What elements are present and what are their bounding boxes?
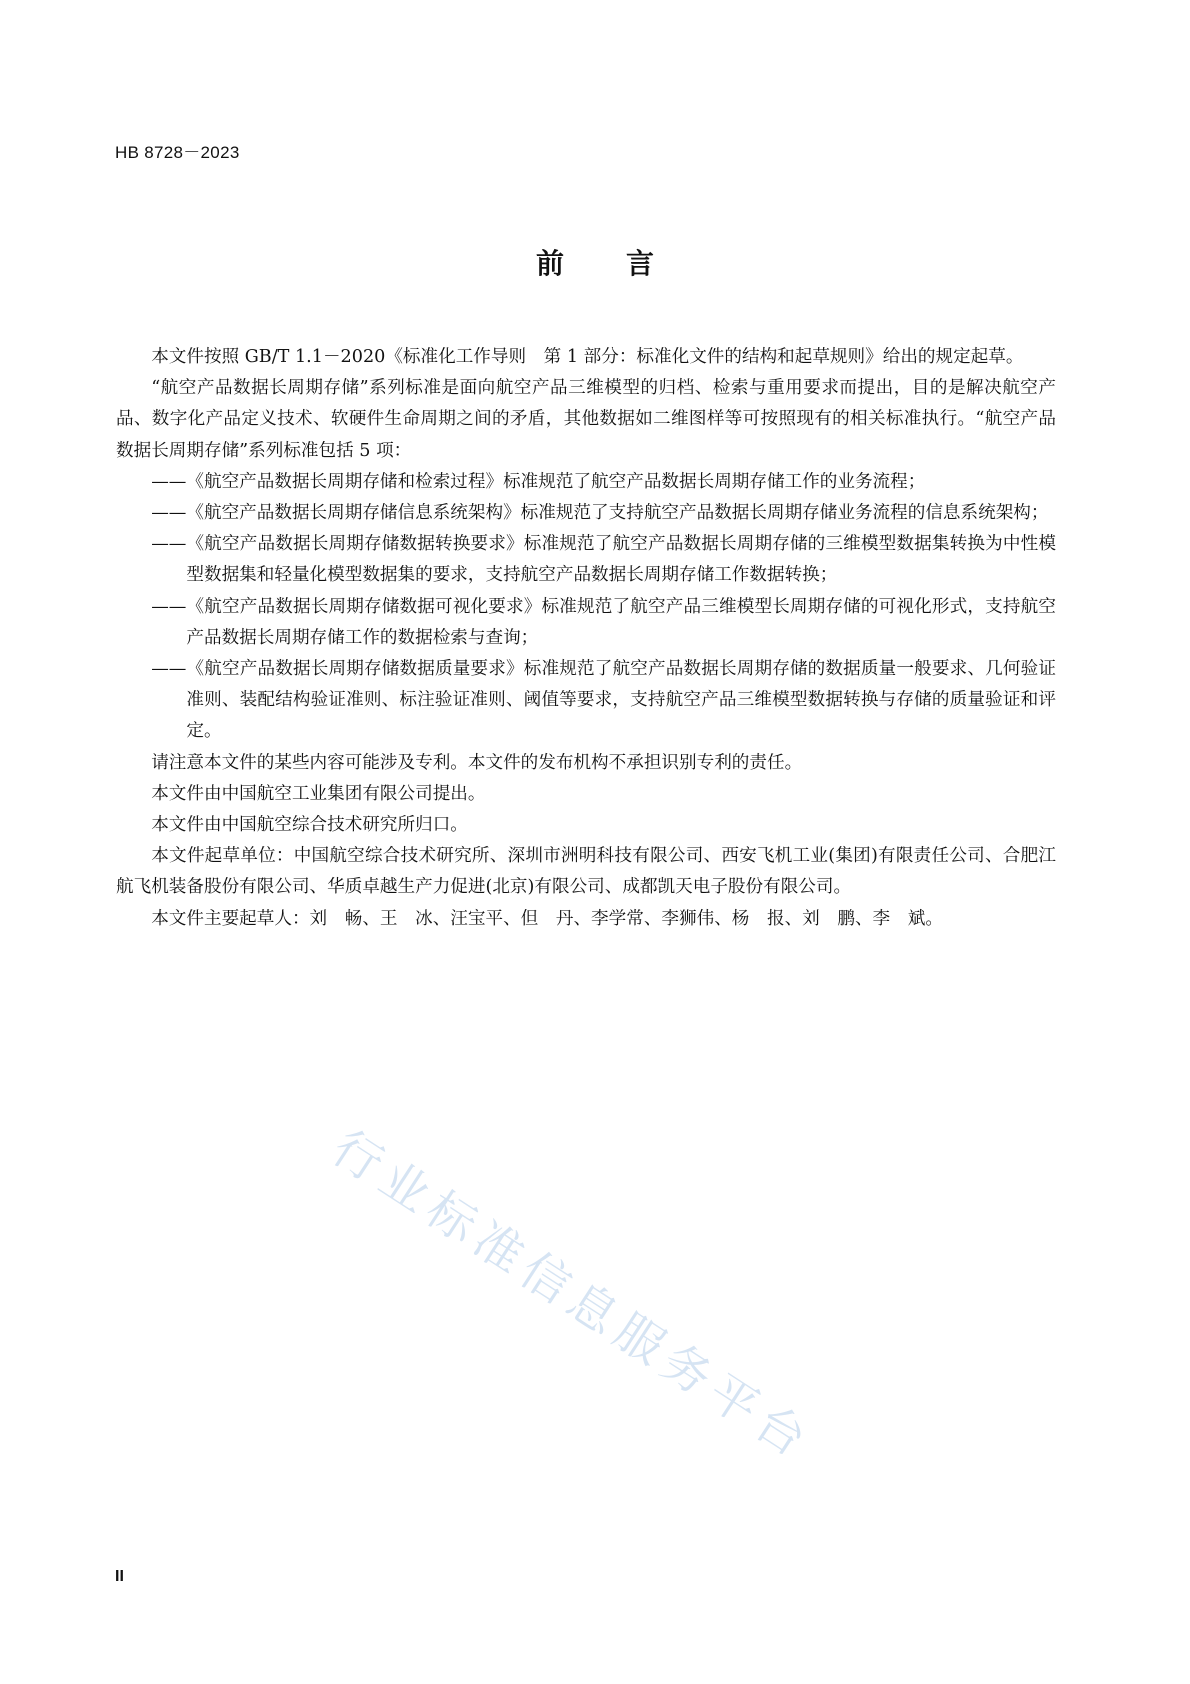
paragraph-proposer: 本文件由中国航空工业集团有限公司提出。 [151, 783, 486, 804]
page-number: II [115, 1568, 124, 1585]
paragraph-administrator: 本文件由中国航空综合技术研究所归口。 [151, 815, 468, 836]
page-title: 前言 [535, 247, 716, 280]
watermark: 行业标准信息服务平台 [322, 1119, 823, 1472]
list-item-visualization: ——《航空产品数据长周期存储数据可视化要求》标准规范了航空产品三维模型长周期存储的可视化形式，支持航空产品数据长周期存储工作的数据检索与查询； [151, 596, 1056, 648]
paragraph-drafting-rules: 本文件按照 GB/T 1.1－2020《标准化工作导则 第 1 部分：标准化文件的结构和起草规则》给出的规定起草。 [151, 347, 1024, 367]
document-code: HB 8728－2023 [115, 143, 240, 162]
paragraph-patent-notice: 请注意本文件的某些内容可能涉及专利。本文件的发布机构不承担识别专利的责任。 [151, 752, 803, 773]
list-item-storage-retrieval: ——《航空产品数据长周期存储和检索过程》标准规范了航空产品数据长周期存储工作的业务流程； [151, 471, 926, 492]
paragraph-drafting-units: 本文件起草单位：中国航空综合技术研究所、深圳市洲明科技有限公司、西安飞机工业(集团)有限责任公司、合肥江航飞机装备股份有限公司、华质卓越生产力促进(北京)有限公司、成都凯天电子股份有限公司。 [116, 846, 1056, 898]
list-item-data-quality: ——《航空产品数据长周期存储数据质量要求》标准规范了航空产品数据长周期存储的数据质量一般要求、几何验证准则、装配结构验证准则、标注验证准则、阈值等要求，支持航空产品三维模型数据转换与存储的质量验证和评定。 [151, 659, 1056, 742]
paragraph-series-intro: “航空产品数据长周期存储”系列标准是面向航空产品三维模型的归档、检索与重用要求而提出，目的是解决航空产品、数字化产品定义技术、软硬件生命周期之间的矛盾，其他数据如二维图样等可按照现有的相关标准执行。“航空产品数据长周期存储”系列标准包括 5 项： [116, 378, 1056, 461]
document-body [116, 342, 1056, 935]
paragraph-drafters: 本文件主要起草人：刘 畅、王 冰、汪宝平、但 丹、李学常、李狮伟、杨 报、刘 鹏、李 斌。 [151, 908, 943, 929]
list-item-system-architecture: ——《航空产品数据长周期存储信息系统架构》标准规范了支持航空产品数据长周期存储业务流程的信息系统架构； [151, 503, 1049, 524]
list-item-data-conversion: ——《航空产品数据长周期存储数据转换要求》标准规范了航空产品数据长周期存储的三维模型数据集转换为中性模型数据集和轻量化模型数据集的要求，支持航空产品数据长周期存储工作数据转换； [151, 534, 1056, 586]
